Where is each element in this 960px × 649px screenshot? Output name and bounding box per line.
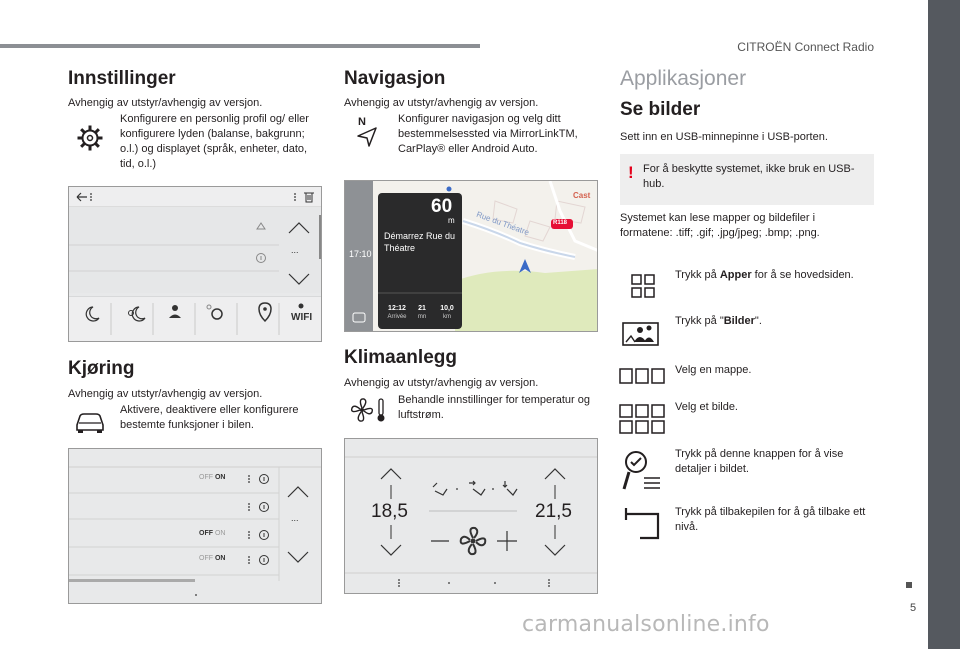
apps-grid-icon: [631, 274, 655, 298]
left-temperature[interactable]: 18,5: [371, 501, 408, 522]
navigation-subtitle: Avhengig av utstyr/avhengig av versjon.: [344, 97, 539, 109]
warning-text: For å beskytte systemet, ikke bruk en USB-hub.: [643, 163, 855, 190]
apps-intro: Sett inn en USB-minnepinne i USB-porten.: [620, 131, 828, 143]
settings-screen-dots: ...: [291, 245, 299, 255]
apps-formats: Systemet kan lese mapper og bildefiler i formatene: .tiff; .gif; .jpg/jpeg; .bmp; .png.: [620, 212, 820, 239]
settings-subtitle: Avhengig av utstyr/avhengig av versjon.: [68, 97, 263, 109]
car-icon: [74, 409, 106, 435]
nav-clock: 17:10: [349, 249, 372, 259]
trip-duration: 21: [418, 305, 426, 312]
climate-screen: [344, 438, 598, 594]
back-arrow-icon: [622, 506, 662, 540]
toggle-3-on[interactable]: ON: [214, 555, 226, 562]
warning-box: [620, 154, 874, 205]
page-number: 5: [910, 602, 917, 614]
step-apps: Trykk på Apper for å se hovedsiden.: [675, 269, 854, 281]
step-folder: Velg en mappe.: [675, 364, 752, 376]
arrival-label: Arrivée: [387, 314, 407, 320]
driving-description: Aktivere, deaktivere eller konfigurere bestemte funksjoner i bilen.: [120, 404, 299, 431]
arrival-time: 12:12: [388, 305, 406, 312]
trip-distance: 10,0: [440, 305, 454, 312]
climate-fan-temperature-icon: [348, 396, 388, 424]
step-details: Trykk på denne knappen for å vise detaljer i bildet.: [675, 448, 844, 475]
toggle-3-off: OFF: [199, 555, 213, 562]
north-compass-icon: [354, 114, 380, 148]
page-marker: [906, 582, 912, 588]
map-graphic: [345, 181, 598, 332]
settings-gear-icon: [76, 124, 104, 152]
brand-header: CITROËN Connect Radio: [737, 40, 874, 54]
top-divider-bar: [0, 44, 480, 48]
svg-text:N: N: [358, 116, 366, 128]
watermark-text: carmanualsonline.info: [522, 612, 770, 637]
image-grid-icon: [619, 404, 665, 434]
road-badge: R118: [553, 220, 568, 226]
toggle-2-off[interactable]: OFF: [199, 530, 213, 537]
settings-screen: [68, 186, 322, 342]
settings-description: Konfigurere en personlig profil og/ eller konfigurere lyden (balanse, bakgrunn; o.l.) og displayet (språk, enheter, dato, tid, o.l.): [120, 113, 309, 170]
warning-icon: !: [628, 163, 634, 182]
folder-list-icon: [619, 367, 665, 385]
distance-unit: m: [448, 216, 455, 225]
step-photos: Trykk på "Bilder".: [675, 315, 762, 327]
toggle-2-on: ON: [214, 530, 226, 537]
driving-screen: [68, 448, 322, 604]
climate-subtitle: Avhengig av utstyr/avhengig av versjon.: [344, 377, 539, 389]
street-label: Rue du Théatre: [475, 209, 531, 238]
distance-to-turn: 60: [431, 196, 453, 217]
photos-icon: [622, 318, 660, 346]
driving-title: Kjøring: [68, 358, 135, 379]
driving-screen-graphic: [69, 449, 322, 604]
wifi-label: WIFI: [291, 312, 313, 323]
map-place-label: Cast: [573, 191, 591, 200]
nav-instruction: Démarrez Rue du Théatre: [384, 231, 456, 253]
navigation-description: Konfigurer navigasjon og velg ditt bestemmelsessted via MirrorLinkTM, CarPlay® eller Android Auto.: [398, 113, 578, 155]
navigation-screen: [344, 180, 598, 332]
toggle-1-off: OFF: [199, 474, 213, 481]
side-tab-strip: [928, 0, 960, 649]
toggle-1-on[interactable]: ON: [214, 474, 226, 481]
climate-description: Behandle innstillinger for temperatur og luftstrøm.: [398, 394, 591, 421]
climate-title: Klimaanlegg: [344, 347, 457, 368]
settings-screen-graphic: [69, 187, 322, 342]
driving-subtitle: Avhengig av utstyr/avhengig av versjon.: [68, 388, 263, 400]
trip-duration-unit: mn: [417, 314, 427, 320]
details-magnifier-icon: [622, 448, 662, 492]
driving-screen-dots: ...: [291, 513, 299, 523]
trip-distance-unit: km: [443, 314, 451, 320]
apps-title: Applikasjoner: [620, 67, 747, 90]
step-back: Trykk på tilbakepilen for å gå tilbake ett nivå.: [675, 506, 866, 533]
right-temperature[interactable]: 21,5: [535, 501, 572, 522]
step-image: Velg et bilde.: [675, 401, 738, 413]
apps-subtitle: Se bilder: [620, 99, 701, 120]
navigation-title: Navigasjon: [344, 68, 446, 89]
settings-title: Innstillinger: [68, 68, 176, 89]
